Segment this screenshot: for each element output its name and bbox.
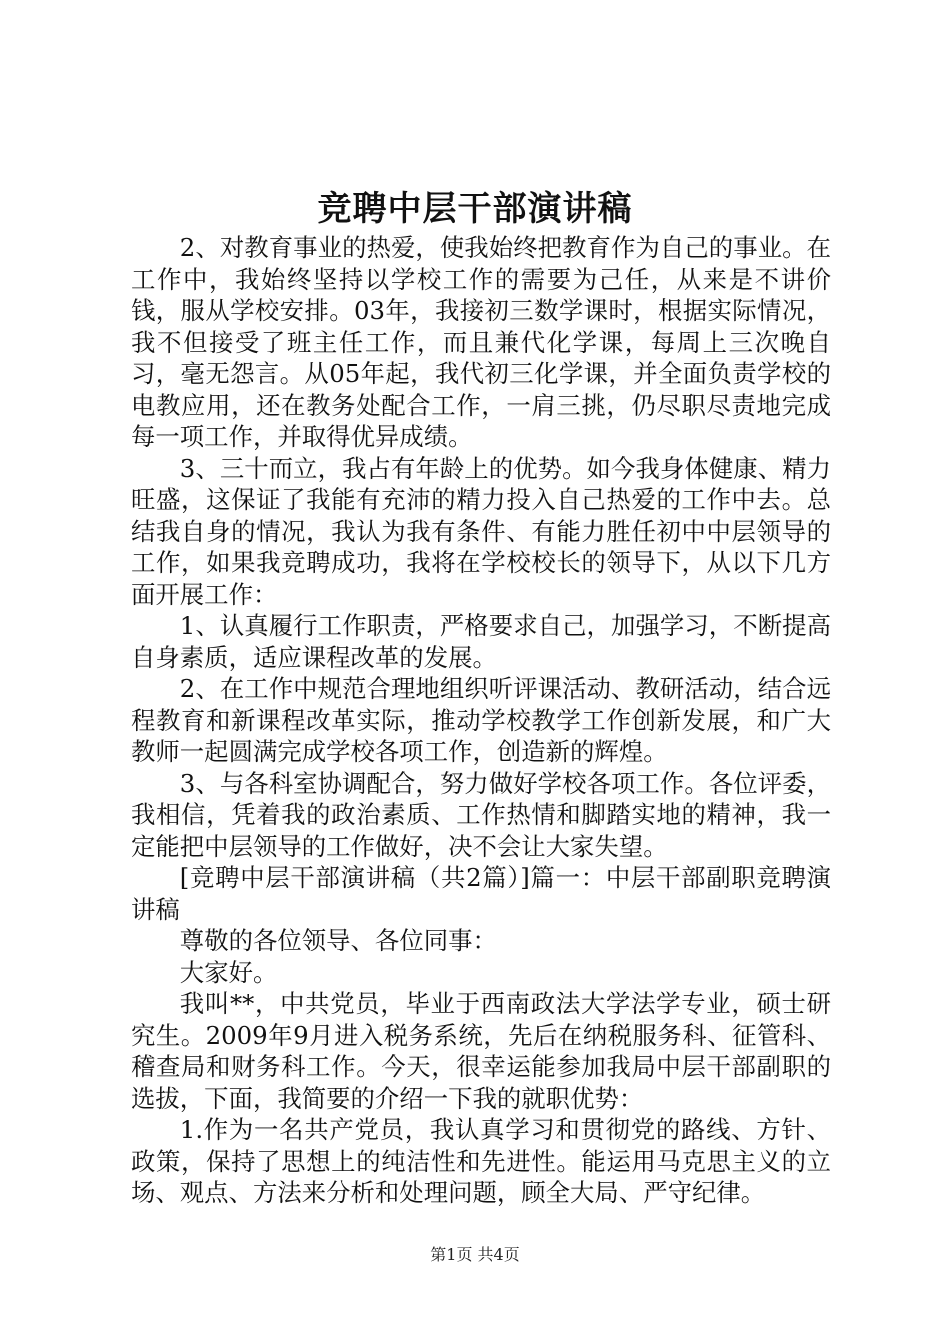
paragraph: 我叫**，中共党员，毕业于西南政法大学法学专业，硕士研究生。2009年9月进入税务系统，先后在纳税服务科、征管科、稽查局和财务科工作。今天，很幸运能参加我局中层干部副职的选拔，下面，我简要的介绍一下我的就职优势： — [131, 989, 831, 1113]
paragraph: 1、认真履行工作职责，严格要求自己，加强学习，不断提高自身素质，适应课程改革的发展。 — [131, 611, 831, 672]
document-title: 竞聘中层干部演讲稿 — [317, 189, 633, 229]
page-number-footer: 第1页 共4页 — [430, 1245, 520, 1264]
document-body — [131, 232, 831, 1209]
paragraph: 3、三十而立，我占有年龄上的优势。如今我身体健康、精力旺盛，这保证了我能有充沛的精力投入自己热爱的工作中去。总结我自身的情况，我认为我有条件、有能力胜任初中中层领导的工作，如果我竞聘成功，我将在学校校长的领导下，从以下几方面开展工作： — [131, 453, 831, 609]
paragraph: 3、与各科室协调配合，努力做好学校各项工作。各位评委，我相信，凭着我的政治素质、工作热情和脚踏实地的精神，我一定能把中层领导的工作做好，决不会让大家失望。 — [131, 768, 831, 861]
paragraph: [竞聘中层干部演讲稿（共2篇）]篇一：中层干部副职竞聘演讲稿 — [131, 863, 831, 924]
paragraph: 2、对教育事业的热爱，使我始终把教育作为自己的事业。在工作中，我始终坚持以学校工作的需要为己任，从来是不讲价钱，服从学校安排。03年，我接初三数学课时，根据实际情况，我不但接受了班主任工作，而且兼代化学课，每周上三次晚自习，毫无怨言。从05年起，我代初三化学课，并全面负责学校的电教应用，还在教务处配合工作，一肩三挑，仍尽职尽责地完成每一项工作，并取得优异成绩。 — [131, 233, 831, 451]
paragraph: 2、在工作中规范合理地组织听评课活动、教研活动，结合远程教育和新课程改革实际，推动学校教学工作创新发展，和广大教师一起圆满完成学校各项工作，创造新的辉煌。 — [131, 674, 831, 766]
paragraph: 1.作为一名共产党员，我认真学习和贯彻党的路线、方针、政策，保持了思想上的纯洁性和先进性。能运用马克思主义的立场、观点、方法来分析和处理问题，顾全大局、严守纪律。 — [131, 1115, 831, 1207]
paragraph: 尊敬的各位领导、各位同事： — [179, 926, 497, 955]
paragraph: 大家好。 — [179, 957, 278, 987]
